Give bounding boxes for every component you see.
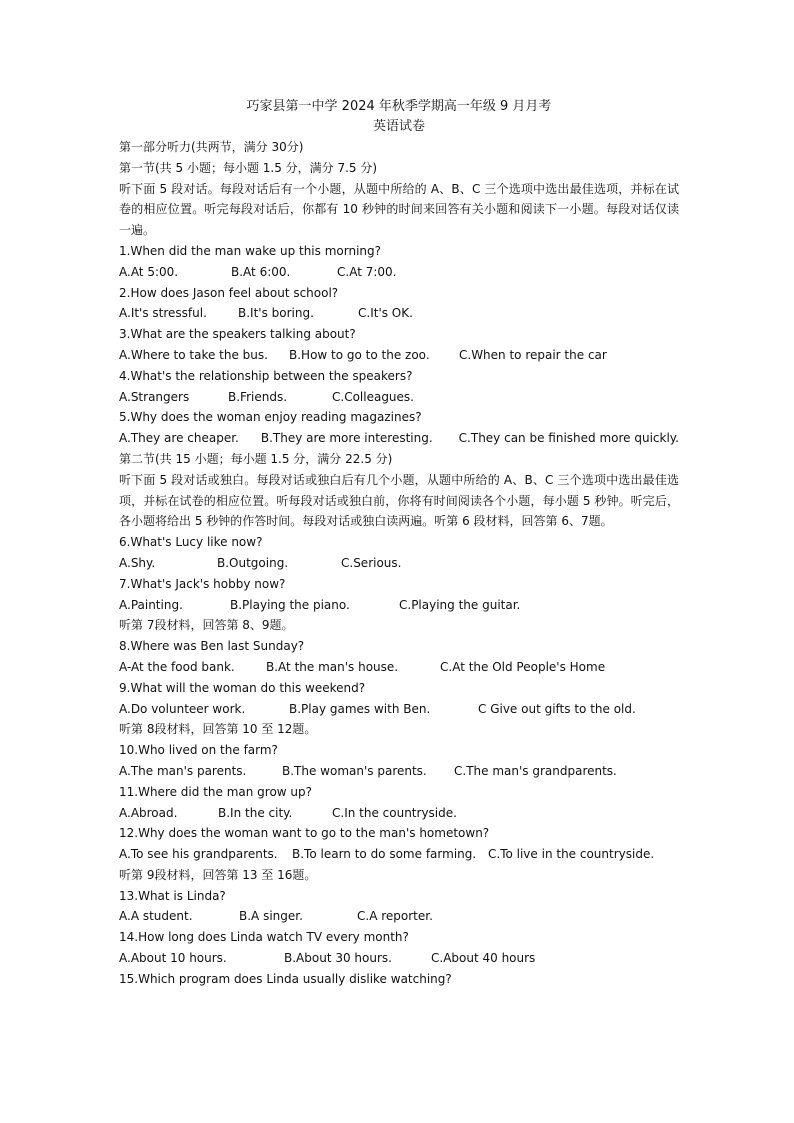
option-b: B.At 6:00. [231, 264, 291, 279]
question-5: 5.Why does the woman enjoy reading magazines? [119, 410, 422, 425]
question-11: 11.Where did the man grow up? [119, 784, 313, 799]
material-9-heading: 听第 9段材料，回答第 13 至 16题。 [119, 867, 317, 882]
option-b: B.How to go to the zoo. [289, 347, 430, 362]
question-7: 7.What's Jack's hobby now? [119, 576, 286, 591]
option-a: A-At the food bank. [119, 659, 235, 674]
option-a: A.They are cheaper. [119, 431, 239, 446]
material-7-heading: 听第 7段材料，回答第 8、9题。 [119, 618, 294, 633]
option-c: C.In the countryside. [332, 805, 457, 820]
option-a: A.A student. [119, 909, 193, 924]
option-b: B.Play games with Ben. [289, 701, 431, 716]
question-6: 6.What's Lucy like now? [119, 535, 263, 550]
option-b: B.Playing the piano. [230, 597, 350, 612]
question-12-options [119, 844, 679, 865]
question-15: 15.Which program does Linda usually dislike watching? [119, 971, 452, 986]
option-b: B.Outgoing. [217, 555, 289, 570]
option-c: C.To live in the countryside. [488, 847, 655, 862]
section2-heading: 第二节(共 15 小题；每小题 1.5 分，满分 22.5 分) [119, 451, 393, 466]
exam-title: 巧家县第一中学 2024 年秋季学期高一年级 9 月月考 [246, 99, 552, 114]
part1-heading: 第一部分听力(共两节，满分 30分) [119, 140, 304, 154]
question-14-options [119, 948, 679, 969]
question-13-options [119, 906, 679, 927]
question-10: 10.Who lived on the farm? [119, 743, 278, 758]
question-2-options [119, 303, 679, 324]
question-2: 2.How does Jason feel about school? [119, 285, 339, 300]
exam-subtitle: 英语试卷 [372, 119, 425, 134]
option-a: A.Where to take the bus. [119, 347, 268, 362]
question-9-options [119, 699, 679, 720]
section1-heading: 第一节(共 5 小题；每小题 1.5 分，满分 7.5 分) [119, 160, 378, 175]
option-c: C.Playing the guitar. [399, 597, 521, 612]
question-10-options [119, 761, 679, 782]
section2-instructions: 听下面 5 段对话或独白。每段对话或独白后有几个小题，从题中所给的 A、B、C 三个选项中选出最佳选项，并标在试卷的相应位置。听每段对话或独白前，你将有时间阅读各个小题，每小题 5 秒钟。听完后，各小题将给出 5 秒钟的作答时间。每段对话或独白读两遍。听第 6 段材料，回答第 6、7题。 [119, 472, 679, 529]
option-c: C.It's OK. [358, 306, 413, 321]
question-4: 4.What's the relationship between the speakers? [119, 368, 413, 383]
option-b: B.A singer. [239, 909, 303, 924]
option-a: A.The man's parents. [119, 763, 247, 778]
option-a: A.Do volunteer work. [119, 701, 246, 716]
material-8-heading: 听第 8段材料，回答第 10 至 12题。 [119, 722, 317, 737]
question-8-options [119, 657, 679, 678]
option-c: C.A reporter. [357, 909, 433, 924]
question-6-options [119, 553, 679, 574]
question-5-options [119, 428, 679, 449]
option-c: C Give out gifts to the old. [478, 701, 636, 716]
question-8: 8.Where was Ben last Sunday? [119, 639, 305, 654]
option-a: A.At 5:00. [119, 264, 179, 279]
question-12: 12.Why does the woman want to go to the man's hometown? [119, 826, 490, 841]
option-c: C.The man's grandparents. [454, 763, 617, 778]
question-4-options [119, 387, 679, 408]
option-c: C.Colleagues. [332, 389, 414, 404]
section1-instructions: 听下面 5 段对话。每段对话后有一个小题，从题中所给的 A、B、C 三个选项中选出最佳选项，并标在试卷的相应位置。听完每段对话后，你都有 10 秒钟的时间来回答有关小题和阅读下一小题。每段对话仅读一遍。 [119, 181, 679, 238]
question-3-options [119, 345, 679, 366]
option-b: B.About 30 hours. [284, 951, 392, 966]
option-c: C.At 7:00. [337, 264, 397, 279]
option-a: A.To see his grandparents. [119, 847, 278, 862]
option-a: A.It's stressful. [119, 306, 207, 321]
option-a: A.Abroad. [119, 805, 178, 820]
question-7-options [119, 595, 679, 616]
option-a: A.About 10 hours. [119, 951, 227, 966]
option-a: A.Painting. [119, 597, 183, 612]
option-a: A.Shy. [119, 555, 156, 570]
question-13: 13.What is Linda? [119, 888, 226, 903]
question-1-options [119, 262, 679, 283]
question-1: 1.When did the man wake up this morning? [119, 243, 381, 258]
question-14: 14.How long does Linda watch TV every month? [119, 930, 409, 945]
option-c: C.When to repair the car [459, 347, 607, 362]
option-b: B.It's boring. [238, 306, 314, 321]
option-c: C.They can be finished more quickly. [458, 431, 679, 446]
option-b: B.They are more interesting. [260, 431, 433, 446]
option-c: C.Serious. [341, 555, 402, 570]
option-b: B.To learn to do some farming. [292, 847, 477, 862]
question-3: 3.What are the speakers talking about? [119, 327, 356, 342]
option-b: B.Friends. [228, 389, 288, 404]
option-a: A.Strangers [119, 389, 190, 404]
exam-content [119, 97, 679, 990]
option-c: C.About 40 hours [431, 951, 536, 966]
question-9: 9.What will the woman do this weekend? [119, 680, 366, 695]
option-b: B.At the man's house. [266, 659, 399, 674]
option-b: B.The woman's parents. [282, 763, 427, 778]
option-c: C.At the Old People's Home [440, 659, 606, 674]
question-11-options [119, 803, 679, 824]
option-b: B.In the city. [218, 805, 293, 820]
